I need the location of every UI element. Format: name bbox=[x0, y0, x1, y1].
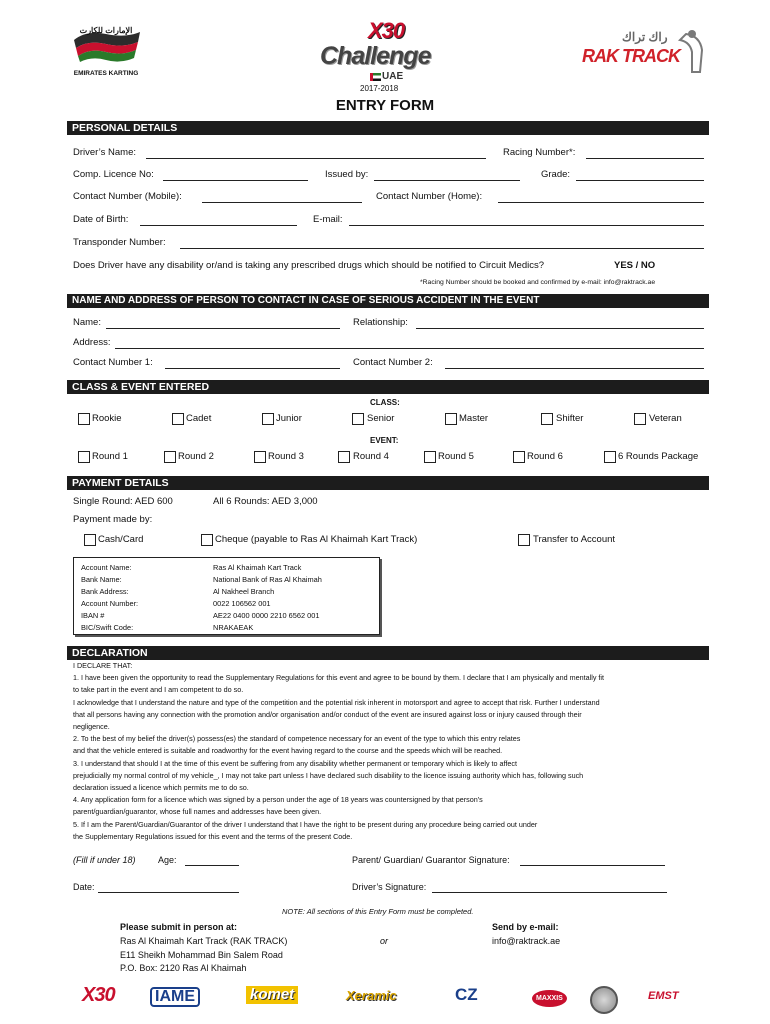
date-field[interactable] bbox=[98, 892, 239, 893]
bank-key: Bank Name: bbox=[81, 575, 122, 584]
contact-home-label: Contact Number (Home): bbox=[376, 191, 483, 202]
declaration-line: I DECLARE THAT: bbox=[73, 661, 133, 670]
class-senior-checkbox[interactable] bbox=[352, 413, 364, 425]
declaration-line: 4. Any application form for a licence which was signed by a person under the age of 18 years was countersigned by that person's bbox=[73, 795, 483, 805]
racing-number-note: *Racing Number should be booked and confirmed by e-mail: info@raktrack.ae bbox=[420, 279, 656, 286]
class-veteran-label: Veteran bbox=[649, 413, 682, 424]
table-row bbox=[81, 574, 322, 586]
grade-label: Grade: bbox=[541, 169, 571, 180]
submit-address-line: E11 Sheikh Mohammad Bin Salem Road bbox=[120, 950, 283, 960]
emergency-contact-heading: NAME AND ADDRESS OF PERSON TO CONTACT IN CASE OF SERIOUS ACCIDENT IN THE EVENT bbox=[67, 294, 709, 308]
ec-contact1-field[interactable] bbox=[165, 368, 340, 369]
season-year: 2017-2018 bbox=[360, 84, 399, 93]
bank-key: Account Number: bbox=[81, 599, 139, 608]
ec-name-label: Name: bbox=[73, 317, 101, 328]
pay-cash-label: Cash/Card bbox=[98, 534, 144, 545]
bank-key: BIC/Swift Code: bbox=[81, 623, 134, 632]
event-round1-label: Round 1 bbox=[92, 451, 128, 462]
parent-signature-label: Parent/ Guardian/ Guarantor Signature: bbox=[352, 855, 510, 865]
sponsor-xeramic-logo: Xeramic bbox=[346, 988, 397, 1003]
event-round3-label: Round 3 bbox=[268, 451, 304, 462]
event-round4-checkbox[interactable] bbox=[338, 451, 350, 463]
issued-by-label: Issued by: bbox=[325, 169, 369, 180]
contact-home-field[interactable] bbox=[498, 202, 704, 203]
declaration-line: negligence. bbox=[73, 722, 110, 732]
table-row bbox=[81, 586, 322, 598]
contact-mobile-label: Contact Number (Mobile): bbox=[73, 191, 182, 202]
bank-details-table bbox=[81, 562, 322, 634]
completion-note: NOTE: All sections of this Entry Form must be completed. bbox=[282, 907, 474, 916]
parent-signature-field[interactable] bbox=[520, 865, 665, 866]
pay-cheque-label: Cheque (payable to Ras Al Khaimah Kart Track) bbox=[215, 534, 418, 545]
ec-relationship-label: Relationship: bbox=[353, 317, 408, 328]
uae-logo-text: UAE bbox=[382, 71, 404, 82]
racing-number-field[interactable] bbox=[586, 158, 704, 159]
declaration-line: 1. I have been given the opportunity to read the Supplementary Regulations for this event and agree to be bound by them. I declare that I am physically and mentally fit bbox=[73, 673, 605, 683]
class-shifter-label: Shifter bbox=[556, 413, 584, 424]
ec-name-field[interactable] bbox=[106, 328, 340, 329]
class-shifter-checkbox[interactable] bbox=[541, 413, 553, 425]
bank-value: 0022 106562 001 bbox=[213, 599, 271, 608]
declaration-line: 3. I understand that should I at the time of this event be suffering from any disability whether permanent or temporary which is likely to affect bbox=[73, 758, 517, 768]
ec-relationship-field[interactable] bbox=[416, 328, 704, 329]
ec-address-field[interactable] bbox=[115, 348, 704, 349]
table-row bbox=[81, 610, 322, 622]
transponder-field[interactable] bbox=[180, 248, 704, 249]
ec-contact2-label: Contact Number 2: bbox=[353, 357, 433, 368]
declaration-line: the Supplementary Regulations issued for this event and the terms of the present Code. bbox=[73, 831, 353, 841]
class-rookie-checkbox[interactable] bbox=[78, 413, 90, 425]
class-rookie-label: Rookie bbox=[92, 413, 122, 424]
event-round6-checkbox[interactable] bbox=[513, 451, 525, 463]
class-senior-label: Senior bbox=[367, 413, 395, 424]
declaration-line: and that the vehicle entered is suitable and roadworthy for the event having regard to the course and the speeds which will be reached. bbox=[73, 746, 503, 756]
sponsor-badge-icon bbox=[590, 986, 618, 1014]
payment-made-by-label: Payment made by: bbox=[73, 514, 153, 525]
age-label: Age: bbox=[158, 855, 177, 865]
drivers-name-field[interactable] bbox=[146, 158, 486, 159]
declaration-heading: DECLARATION bbox=[67, 646, 709, 660]
declaration-line: parent/guardian/guarantor, whose full names and addresses have been given. bbox=[73, 807, 322, 817]
form-title: ENTRY FORM bbox=[335, 97, 435, 114]
bank-value: Ras Al Khaimah Kart Track bbox=[213, 563, 302, 572]
dob-label: Date of Birth: bbox=[73, 214, 129, 225]
x30-challenge-logo bbox=[318, 18, 462, 86]
payment-heading: PAYMENT DETAILS bbox=[67, 476, 709, 490]
class-junior-label: Junior bbox=[276, 413, 302, 424]
class-label: CLASS: bbox=[370, 398, 400, 407]
event-round1-checkbox[interactable] bbox=[78, 451, 90, 463]
bank-value: Al Nakheel Branch bbox=[213, 587, 275, 596]
date-label: Date: bbox=[73, 882, 95, 892]
sponsor-cz-logo: CZ bbox=[455, 985, 478, 1004]
emirates-karting-logo bbox=[66, 26, 146, 82]
bank-key: Bank Address: bbox=[81, 587, 129, 596]
table-row bbox=[81, 598, 322, 610]
age-field[interactable] bbox=[185, 865, 239, 866]
event-package-checkbox[interactable] bbox=[604, 451, 616, 463]
yes-no-option[interactable]: YES / NO bbox=[614, 260, 656, 271]
disability-question: Does Driver have any disability or/and is taking any prescribed drugs which should be notified to Circuit Medics? bbox=[73, 260, 545, 271]
bank-value: National Bank of Ras Al Khaimah bbox=[213, 575, 322, 584]
email-label: E-mail: bbox=[313, 214, 343, 225]
declaration-line: that all persons having any connection with the promotion and/or organisation and/or conduct of the event are insured against loss or injury caused through their bbox=[73, 709, 582, 719]
declaration-line: to take part in the event and I am competent to do so. bbox=[73, 685, 244, 695]
pay-cheque-checkbox[interactable] bbox=[201, 534, 213, 546]
class-cadet-checkbox[interactable] bbox=[172, 413, 184, 425]
bank-key: IBAN # bbox=[81, 611, 105, 620]
comp-licence-field[interactable] bbox=[163, 180, 308, 181]
rak-track-arabic: راك تراك bbox=[622, 30, 668, 44]
event-round2-label: Round 2 bbox=[178, 451, 214, 462]
event-label: EVENT: bbox=[370, 436, 399, 445]
submit-heading: Please submit in person at: bbox=[120, 922, 238, 932]
event-round5-label: Round 5 bbox=[438, 451, 474, 462]
table-row bbox=[81, 562, 322, 574]
pay-cash-checkbox[interactable] bbox=[84, 534, 96, 546]
submit-email-link[interactable]: info@raktrack.ae bbox=[492, 936, 561, 946]
contact-mobile-field[interactable] bbox=[202, 202, 362, 203]
x30-logo-text: X30 bbox=[368, 18, 405, 43]
driver-signature-label: Driver’s Signature: bbox=[352, 882, 427, 892]
event-package-label: 6 Rounds Package bbox=[618, 451, 699, 462]
submit-address-line: Ras Al Khaimah Kart Track (RAK TRACK) bbox=[120, 936, 288, 946]
dob-field[interactable] bbox=[140, 225, 297, 226]
class-event-heading: CLASS & EVENT ENTERED bbox=[67, 380, 709, 394]
challenge-logo-text: Challenge bbox=[320, 42, 431, 70]
bank-value: NRAKAEAK bbox=[213, 623, 254, 632]
driver-signature-field[interactable] bbox=[432, 892, 667, 893]
emirates-karting-name: EMIRATES KARTING bbox=[73, 70, 139, 77]
sponsor-iame-logo: IAME bbox=[150, 987, 200, 1007]
table-row bbox=[81, 622, 322, 634]
class-master-checkbox[interactable] bbox=[445, 413, 457, 425]
rak-track-logo bbox=[582, 28, 712, 78]
pay-transfer-checkbox[interactable] bbox=[518, 534, 530, 546]
bank-key: Account Name: bbox=[81, 563, 132, 572]
pay-transfer-label: Transfer to Account bbox=[533, 534, 616, 545]
email-field[interactable] bbox=[349, 225, 704, 226]
or-separator: or bbox=[380, 936, 389, 946]
event-round4-label: Round 4 bbox=[353, 451, 389, 462]
event-round2-checkbox[interactable] bbox=[164, 451, 176, 463]
submit-address-line: P.O. Box: 2120 Ras Al Khaimah bbox=[120, 963, 247, 973]
bank-value: AE22 0400 0000 2210 6562 001 bbox=[213, 611, 320, 620]
personal-details-heading: PERSONAL DETAILS bbox=[67, 121, 709, 135]
sponsor-maxxis-logo: MAXXIS bbox=[532, 990, 567, 1007]
class-veteran-checkbox[interactable] bbox=[634, 413, 646, 425]
class-junior-checkbox[interactable] bbox=[262, 413, 274, 425]
fill-if-under-18: (Fill if under 18) bbox=[73, 855, 136, 865]
sponsor-komet-logo: komet bbox=[246, 986, 298, 1004]
bank-details-box bbox=[73, 557, 380, 635]
event-round6-label: Round 6 bbox=[527, 451, 563, 462]
single-round-price: Single Round: AED 600 bbox=[73, 496, 173, 507]
declaration-line: declaration issued a licence which permits me to do so. bbox=[73, 783, 249, 793]
transponder-label: Transponder Number: bbox=[73, 237, 166, 248]
comp-licence-label: Comp. Licence No: bbox=[73, 169, 154, 180]
grade-field[interactable] bbox=[576, 180, 704, 181]
emirates-karting-arabic: الإمارات للكارت bbox=[79, 26, 133, 35]
ec-contact1-label: Contact Number 1: bbox=[73, 357, 153, 368]
racing-number-label: Racing Number*: bbox=[503, 147, 576, 158]
declaration-text bbox=[73, 660, 703, 843]
declaration-line: I acknowledge that I understand the nature and type of the competition and the potential risk inherent in motorsport and agree to accept that risk. Further I understand bbox=[73, 697, 600, 707]
event-round5-checkbox[interactable] bbox=[424, 451, 436, 463]
email-heading: Send by e-mail: bbox=[492, 922, 559, 932]
event-round3-checkbox[interactable] bbox=[254, 451, 266, 463]
declaration-line: 2. To the best of my belief the driver(s) possess(es) the standard of competence necessary for an event of the type to which this entry relates bbox=[73, 734, 521, 744]
all-rounds-price: All 6 Rounds: AED 3,000 bbox=[213, 496, 318, 507]
rak-track-name: RAK TRACK bbox=[582, 46, 680, 66]
sponsor-emst-logo: EMST bbox=[648, 990, 679, 1002]
ec-contact2-field[interactable] bbox=[445, 368, 704, 369]
declaration-line: prejudicially my normal control of my vehicle_, I may not take part unless I have declared such disability to the licence issuing authority which has, following such bbox=[73, 770, 584, 780]
uae-flag-icon bbox=[370, 73, 381, 81]
declaration-line: 5. If I am the Parent/Guardian/Guarantor of the driver I understand that I have the right to be present during any procedure being carried out under bbox=[73, 819, 538, 829]
drivers-name-label: Driver’s Name: bbox=[73, 147, 136, 158]
ec-address-label: Address: bbox=[73, 337, 111, 348]
class-master-label: Master bbox=[459, 413, 489, 424]
class-cadet-label: Cadet bbox=[186, 413, 212, 424]
issued-by-field[interactable] bbox=[374, 180, 520, 181]
sponsor-x30-logo: X30 bbox=[82, 984, 115, 1006]
